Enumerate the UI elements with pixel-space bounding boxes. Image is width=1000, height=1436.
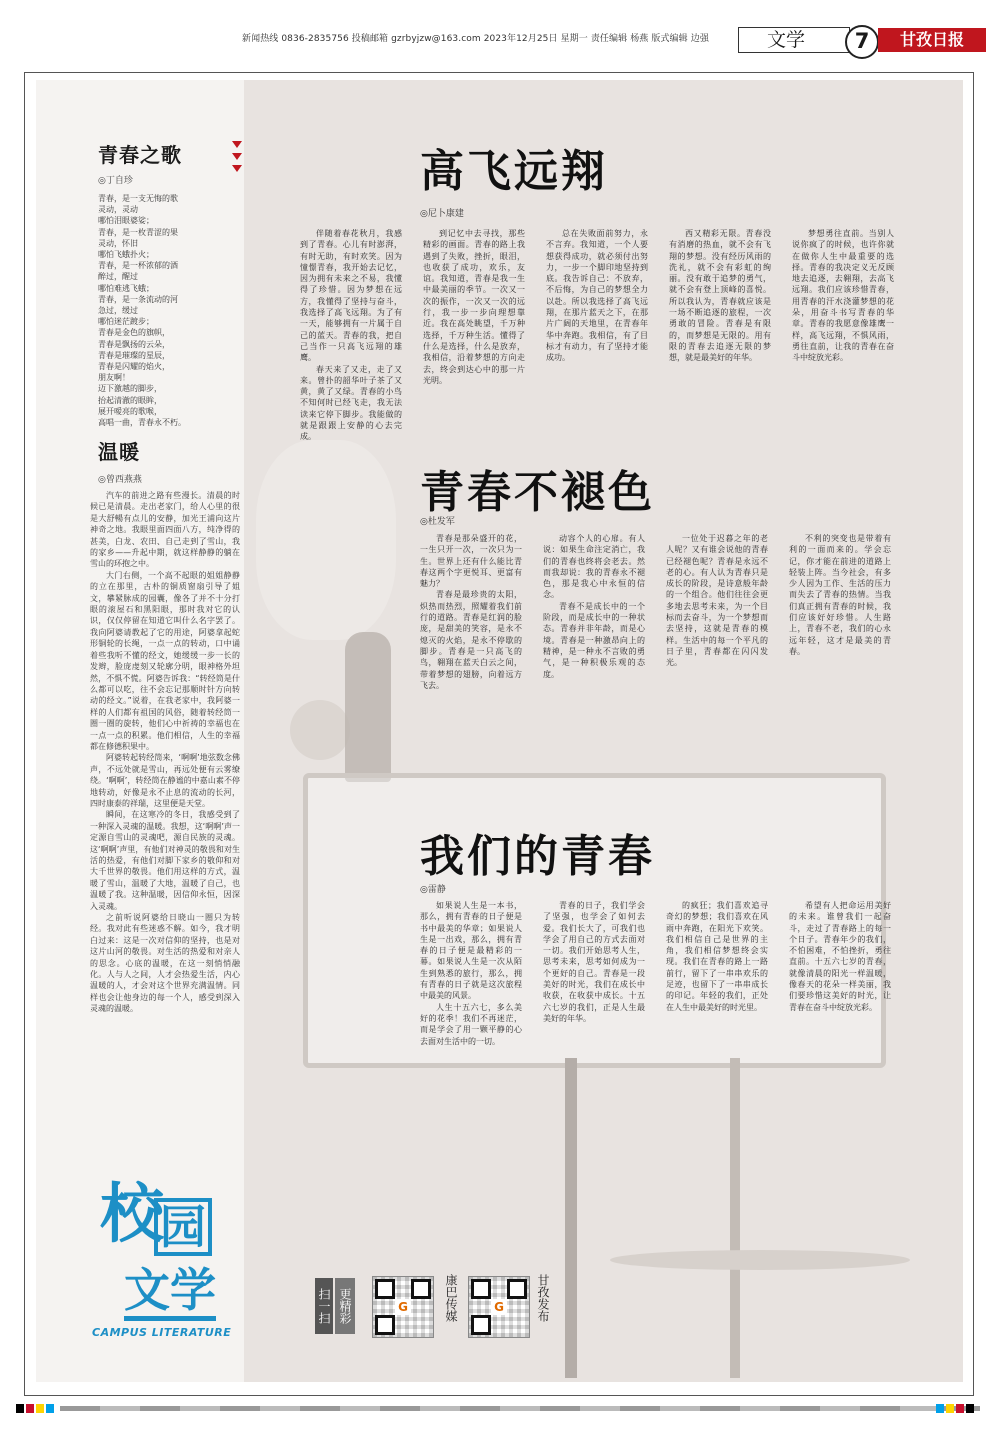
poem-line: 迈下激越的脚步， — [98, 384, 162, 394]
poem-line: 灵动，灵动 — [98, 205, 138, 215]
article-column: 希望有人把命运用美好的未来。谁曾我们一起奋斗，走过了青春路上的每一个日子。青春年少的我们，不怕困难，不怕挫折，勇往直前。十五六七岁的青春，就像清晨的阳光一样温暖，像春天的花朵一样美丽，我们要珍惜这美好的时光，让青春在奋斗中绽放光彩。 — [789, 901, 891, 1012]
article-author: ◎雷静 — [420, 885, 446, 895]
piano-leg-sketch — [565, 1058, 577, 1378]
article-column: 西又精彩无限。青春没有消磨的热血，就不会有飞翔的梦想。没有经历风雨的洗礼，就不会有彩虹的绚丽。没有敢于追梦的勇气，就不会有登上顶峰的喜悦。所以我认为，青春就应该是一场不断追逐的旅程，一次勇敢的冒险。青春是有限的，而梦想是无限的。用有限的青春去追逐无限的梦想，就是最美好的年华。 — [669, 229, 771, 363]
qr-caption: 康巴传媒 — [444, 1274, 458, 1322]
poem-line: 哪怕泪眼婆娑； — [98, 216, 154, 226]
article-column: 到记忆中去寻找，那些精彩的画面。青春的路上我遇到了失败，挫折，眼泪，也收获了成功，欢乐，友谊。我知道，青春是我一生中最美丽的季节。一次又一次的振作，一次又一次的远行，我一步一步向理想靠近。我在高处眺望，千万种选择，千万种生活。懂得了什么是选择，什么是放弃，我相信，沿着梦想的方向走去，终会到达心中的那一片光明。 — [423, 229, 525, 385]
article-column: 不利的突变也是带着有利的一面而来的。学会忘记，你才能在前进的道路上轻装上阵。当今社会，有多少人因为工作、生活的压力而失去了青春的热情。当我们真正拥有青春的时候，我们应该好好珍惜。人生路上，青春不老，我们的心永远年轻，这才是最美的青春。 — [789, 534, 891, 656]
triangle-marks — [232, 141, 244, 177]
page-number: 7 — [845, 25, 879, 59]
qr-code[interactable] — [372, 1276, 434, 1338]
poem-line: 青春是闪耀的焰火， — [98, 362, 170, 372]
poem-line: 哪怕飞蛾扑火； — [98, 250, 154, 260]
poem-line: 醉过，醒过 — [98, 272, 138, 282]
sitting-figure-sketch — [345, 632, 391, 782]
scan-label-a: 扫一扫 — [315, 1278, 333, 1334]
campus-literature-logo — [92, 1180, 242, 1340]
essay-paragraph: 大门右侧，一个高不起眼的姐姐静静的立在那里，古朴的铜质窗扇引导了姐文，攀紧脉成的园囊，像各了并不十分打眼的滚屋石和黑阳眼，那时我对它的认识，仅仅停留在知道它叫什么名字罢了。我向阿婆请教起了它的用途，阿婆拿起蛇形铜轮的长绳，一点一点的转动，口中诵着些我听不懂的经文，她缓缓一步一长的发辫，脸庞虔刻又轮廓分明，眼神格外坦然，不惧不慌。阿婆告诉我：“转经筒是什么都可以吃，往不会忘记那顺时针方向转动的经文。”说着，在我老家中，我阿婆一样的人们都有祖国的风俗，随着转经筒一圈一圈的旋转，他们心中祈祷的幸福也在一点一点的积累。他们相信，人生的幸福都在修德积果中。 — [90, 570, 240, 751]
poem-line: 哪怕迷茫踱步； — [98, 317, 154, 327]
article-title: 我们的青春 — [420, 831, 655, 882]
poem-line: 高唱一曲，青春永不朽。 — [98, 418, 186, 428]
article-column: 青春是那朵盛开的花，一生只开一次，一次只为一生。世界上还有什么能比青春这两个字更悦耳、更富有魅力？ 青春是最珍贵的太阳，炽热而热烈，照耀着我们前行的道路。青春是红润的脸庞，是甜美的笑容，是永不熄灭的火焰，是永不停歇的脚步。青春是一只高飞的鸟，翱翔在蓝天白云之间，带着梦想的翅膀，向着远方飞去。 — [420, 534, 522, 690]
logo-char-2: 园 — [154, 1198, 212, 1256]
article-title: 高飞远翔 — [420, 146, 608, 197]
essay-author: ◎曾西燕燕 — [98, 475, 142, 485]
piano-leg-sketch — [730, 1058, 740, 1378]
poem-author: ◎丁自珍 — [98, 176, 133, 186]
poem-line: 急过，缓过 — [98, 306, 138, 316]
poem-line: 青春是飘扬的云朵， — [98, 339, 170, 349]
article-column: 梦想勇往直前。当别人说你疯了的时候，也许你就在做你人生中最重要的选择。青春的我决定义无反顾地去追逐，去翱翔，去高飞远翔。我们应该珍惜青春，用青春的汗水浇灌梦想的花朵，用奋斗书写青春的华章。青春的我愿意像雄鹰一样，高飞远翔，不惧风雨，勇往直前，让我的青春在奋斗中绽放光彩。 — [792, 229, 894, 363]
article-column: 伴随着春花秋月，我感到了青春。心儿有时澎湃，有时无助，有时欢笑。因为憧憬青春，我开始去记忆，因为拥有未来之不易，我懂得了珍惜。因为梦想在远方，我懂得了坚持与奋斗，我选择了高飞远翔。为了有一天，能够拥有一片属于自己的蓝天。青春的我，把自己当作一只高飞远翔的雄鹰。 春天来了又走，走了又来。曾扑的韶华叶子茶了又黄，黄了又绿。青春的小鸟不知何时已经飞走，我无法读来它停下脚步。我能做的就是跟跟上安静的心去完成。 — [300, 229, 402, 442]
poem-line: 青春，是一支无悔的歌 — [98, 194, 178, 203]
poem-title: 青春之歌 — [98, 143, 182, 167]
essay-paragraph: 之前听说阿婆给日晓山一圈只为转经。我对此有些迷惑不解。如今，我才明白过来：这是一次对信仰的坚持，也是对这片山河的敬畏。对生活的热爱和对亲人的思念。心底的温暖，在这一刻悄悄融化。人与人之间，人才会热爱生活，内心温暖的人，才会对这个世界充满温情。同样也会让他身边的每一个人，感受到深入灵魂的温暖。 — [90, 913, 240, 1014]
poem-line: 青春，是一杯浓郁的酒 — [98, 261, 178, 271]
scan-label — [315, 1278, 357, 1334]
essay-body — [90, 490, 240, 1180]
qr-logo-icon: G — [395, 1299, 411, 1315]
article-column: 总在失败面前努力，永不言弃。我知道，一个人要想获得成功，就必须付出努力，一步一个脚印地坚持到底。我告诉自己：不放弃，不后悔，为自己的梦想全力以赴。所以我选择了高飞远翔，在那片蓝天之下，在那片广阔的天地里，在青春年华中奔跑。我相信，有了目标才有动力，有了坚持才能成功。 — [546, 229, 648, 363]
logo-char-3: 文学 — [124, 1264, 216, 1321]
ground-shadow — [610, 1250, 910, 1270]
qr-code[interactable] — [468, 1276, 530, 1338]
poem-line: 青春是金色的旗帜， — [98, 328, 170, 338]
qr-caption: 甘孜发布 — [536, 1274, 550, 1322]
poem-line: 展开嗳亮的歌喉， — [98, 406, 162, 416]
article-author: ◎尼卜康建 — [420, 209, 464, 219]
article-column: 动容个人的心扉。有人说：如果生命注定消亡，我们的青春也终将会老去。然而我却说：我的青春永不褪色，那是我心中永恒的信念。 青春不是成长中的一个阶段，而是成长中的一种状态。青春并非年龄，而是心境。青春是一种激昂向上的精神，是一种永不言败的勇气，是一种积极乐观的态度。 — [543, 534, 645, 679]
header-meta: 新闻热线 0836-2835756 投稿邮箱 gzrbyjzw@163.com 2023年12月25日 星期一 责任编辑 杨燕 版式编辑 边强 — [242, 34, 709, 44]
poem-line: 青春，是一枚青涩的果 — [98, 227, 178, 237]
article-title: 青春不褪色 — [420, 467, 655, 518]
article-author: ◎杜发军 — [420, 517, 455, 527]
poem-line: 朋友啊！ — [98, 373, 130, 383]
article-column: 的疯狂；我们喜欢追寻奇幻的梦想；我们喜欢在风雨中奔跑，在阳光下欢笑。我们相信自己是世界的主角，我们相信梦想终会实现。我们在青春的路上一路前行，留下了一串串欢乐的足迹，也留下了一串串成长的印记。年轻的我们，正处在人生中最美好的时光里。 — [666, 901, 768, 1012]
qr-logo-icon: G — [491, 1299, 507, 1315]
section-label: 文学 — [738, 27, 850, 53]
logo-char-1: 校 — [100, 1178, 164, 1252]
balloon-sketch — [290, 700, 350, 760]
newspaper-logo: 甘孜日报 — [878, 28, 986, 52]
page-header — [0, 25, 1000, 55]
scan-label-b: 更精彩 — [335, 1278, 355, 1334]
poem-line: 灵动，怀旧 — [98, 238, 138, 248]
logo-english: CAMPUS LITERATURE — [92, 1326, 232, 1339]
poem-line: 青春是璀璨的星辰， — [98, 350, 170, 360]
essay-paragraph: 阿婆转起转经筒来，‘啊啊’地弦数念佛声，不远处就是雪山，再远处便有云雾缭绕。‘啊啊’，转经筒在静谧的中嘉山素不停地转动，好像是永不止息的流动的长河，四时康泰的祥瑞，这里便是天堂。 — [90, 753, 240, 808]
essay-paragraph: 瞬间，在这寒冷的冬日，我感受到了一种深入灵魂的温暖。我想，这‘啊啊’声一定源自雪山的灵魂吧，源自民族的灵魂。这‘啊啊’声里，有他们对神灵的敬畏和对生活的热爱，有他们对脚下家乡的敬仰和对大千世界的敬畏。他们用这样的方式，温暖了雪山，温暖了大地，温暖了自己，也温暖了我。这种温暖，因信仰永恒，因深入灵魂。 — [90, 810, 240, 911]
essay-paragraph: 汽车的前进之路有些漫长。清晨的时候已是清晨。走出老家门，给人心里的很是大舒暢有点儿的安静，加光王浦向这片神奇之地。我眼里面四面八方，纯净得的甚美，白龙、农田、自己走到了雪山，我的家乡——升起中期，就这样静静的躺在雪山的环抱之中。 — [90, 491, 240, 569]
tree-sketch — [256, 440, 396, 640]
poem-line: 哪怕难逃飞蛾； — [98, 283, 154, 293]
poem-line: 青春，是一条流动的河 — [98, 294, 178, 304]
article-column: 如果说人生是一本书，那么，拥有青春的日子便是书中最美的华章；如果说人生是一出戏，那么，拥有青春的日子便是最精彩的一幕。如果说人生是一次从陌生到熟悉的旅行，那么，拥有青春的日子就是这次旅程中最美的风景。 人生十五六七，多么美好的花季！我们不再迷茫，而是学会了用一颗平静的心去面对生活中的一切。 — [420, 901, 522, 1046]
article-column: 一位处于迟暮之年的老人呢？又有谁会说他的青春已经褪色呢？青春是永远不老的心。有人认为青春只是成长的阶段，是诗意般年龄的一个组合。他们往往会更多地去思考未来，为一个目标而去奋斗，为一个梦想而去坚持，这就是青春的模样。生活中的每一个平凡的日子里，青春都在闪闪发光。 — [666, 534, 768, 668]
poem-body — [98, 193, 238, 428]
essay-title: 温暖 — [98, 440, 140, 464]
article-column: 青春的日子，我们学会了坚强，也学会了如何去爱。我们长大了，可我们也学会了用自己的方式去面对一切。我们开始思考人生，思考未来，思考如何成为一个更好的自己。青春是一段美好的时光，我们在成长中收获，在收获中成长。十五六七岁的我们，正是人生最美好的年华。 — [543, 901, 645, 1023]
poem-line: 抬起清澈的眼眸， — [98, 395, 162, 405]
